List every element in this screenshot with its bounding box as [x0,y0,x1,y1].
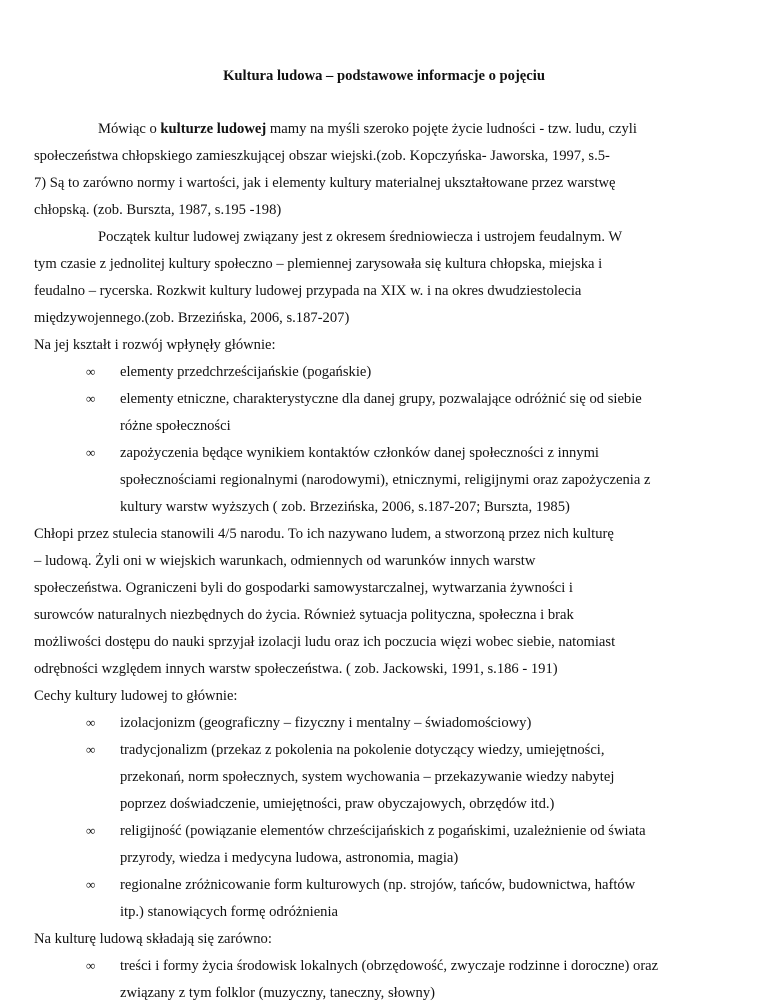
list-item-continuation: itp.) stanowiących formę odróżnienia [120,904,339,920]
list-item-continuation: przekonań, norm społecznych, system wychowania – przekazywanie wiedzy nabytej [120,769,615,785]
list-item-continuation: związany z tym folklor (muzyczny, taneczny, słowny) [120,985,435,1001]
bullet-icon: ∞ [86,715,96,730]
bullet-icon: ∞ [86,877,96,892]
list-3-intro: Na kulturę ludową składają się zarówno: [34,931,272,947]
text-run: Mówiąc o [98,121,161,137]
list-item-continuation: różne społeczności [120,418,231,434]
bullet-icon: ∞ [86,445,96,460]
paragraph-3-line-2: – ludową. Żyli oni w wiejskich warunkach, odmiennych od warunków innych warstw [34,553,536,569]
paragraph-3-line-1: Chłopi przez stulecia stanowili 4/5 narodu. To ich nazywano ludem, a stworzoną przez nich kulturę [34,526,614,542]
paragraph-1-line-3: 7) Są to zarówno normy i wartości, jak i elementy kultury materialnej ukształtowane przez warstwę [34,175,616,191]
paragraph-1-line-2: społeczeństwa chłopskiego zamieszkującej obszar wiejski.(zob. Kopczyńska- Jaworska, 1997, s.5- [34,148,610,164]
paragraph-2-line-1: Początek kultur ludowej związany jest z okresem średniowiecza i ustrojem feudalnym. W [98,229,623,245]
paragraph-1-line-4: chłopską. (zob. Burszta, 1987, s.195 -198) [34,202,282,218]
bullet-icon: ∞ [86,958,96,973]
list-item-continuation: przyrody, wiedza i medycyna ludowa, astronomia, magia) [120,850,459,866]
paragraph-2-line-4: międzywojennego.(zob. Brzezińska, 2006, s.187-207) [34,310,350,326]
list-item-continuation: kultury warstw wyższych ( zob. Brzezińska, 2006, s.187-207; Burszta, 1985) [120,499,570,515]
list-item: tradycjonalizm (przekaz z pokolenia na pokolenie dotyczący wiedzy, umiejętności, [120,742,605,758]
paragraph-3-line-6: odrębności względem innych warstw społeczeństwa. ( zob. Jackowski, 1991, s.186 - 191) [34,661,558,677]
list-1-intro: Na jej kształt i rozwój wpłynęły głównie: [34,337,276,353]
page-title: Kultura ludowa – podstawowe informacje o pojęciu [223,68,545,84]
list-item-continuation: społecznościami regionalnymi (narodowymi), etnicznymi, religijnymi oraz zapożyczenia z [120,472,651,488]
bold-term: kulturze ludowej [160,121,267,137]
list-item-continuation: poprzez doświadczenie, umiejętności, praw obyczajowych, obrzędów itd.) [120,796,555,812]
bullet-icon: ∞ [86,391,96,406]
list-item: regionalne zróżnicowanie form kulturowych (np. strojów, tańców, budownictwa, haftów [120,877,636,893]
bullet-icon: ∞ [86,742,96,757]
list-item: elementy przedchrześcijańskie (pogańskie) [120,364,372,380]
paragraph-2-line-3: feudalno – rycerska. Rozkwit kultury ludowej przypada na XIX w. i na okres dwudziestolecia [34,283,582,299]
text-run: mamy na myśli szeroko pojęte życie ludności - tzw. ludu, czyli [266,121,637,137]
list-item: izolacjonizm (geograficzny – fizyczny i mentalny – świadomościowy) [120,715,532,731]
paragraph-3-line-3: społeczeństwa. Ograniczeni byli do gospodarki samowystarczalnej, wytwarzania żywności i [34,580,573,596]
list-item: treści i formy życia środowisk lokalnych (obrzędowość, zwyczaje rodzinne i doroczne) oraz [120,958,659,974]
list-item: religijność (powiązanie elementów chrześcijańskich z pogańskimi, uzależnienie od świata [120,823,646,839]
list-item: elementy etniczne, charakterystyczne dla danej grupy, pozwalające odróżnić się od siebie [120,391,642,407]
paragraph-3-line-4: surowców naturalnych niezbędnych do życia. Również sytuacja polityczna, społeczna i brak [34,607,574,623]
paragraph-1-line-1 [98,119,637,139]
list-item: zapożyczenia będące wynikiem kontaktów członków danej społeczności z innymi [120,445,599,461]
list-2-intro: Cechy kultury ludowej to głównie: [34,688,238,704]
paragraph-3-line-5: możliwości dostępu do nauki sprzyjał izolacji ludu oraz ich poczucia więzi wobec siebie, natomiast [34,634,616,650]
bullet-icon: ∞ [86,823,96,838]
paragraph-2-line-2: tym czasie z jednolitej kultury społeczno – plemiennej zarysowała się kultura chłopska, miejska i [34,256,603,272]
bullet-icon: ∞ [86,364,96,379]
